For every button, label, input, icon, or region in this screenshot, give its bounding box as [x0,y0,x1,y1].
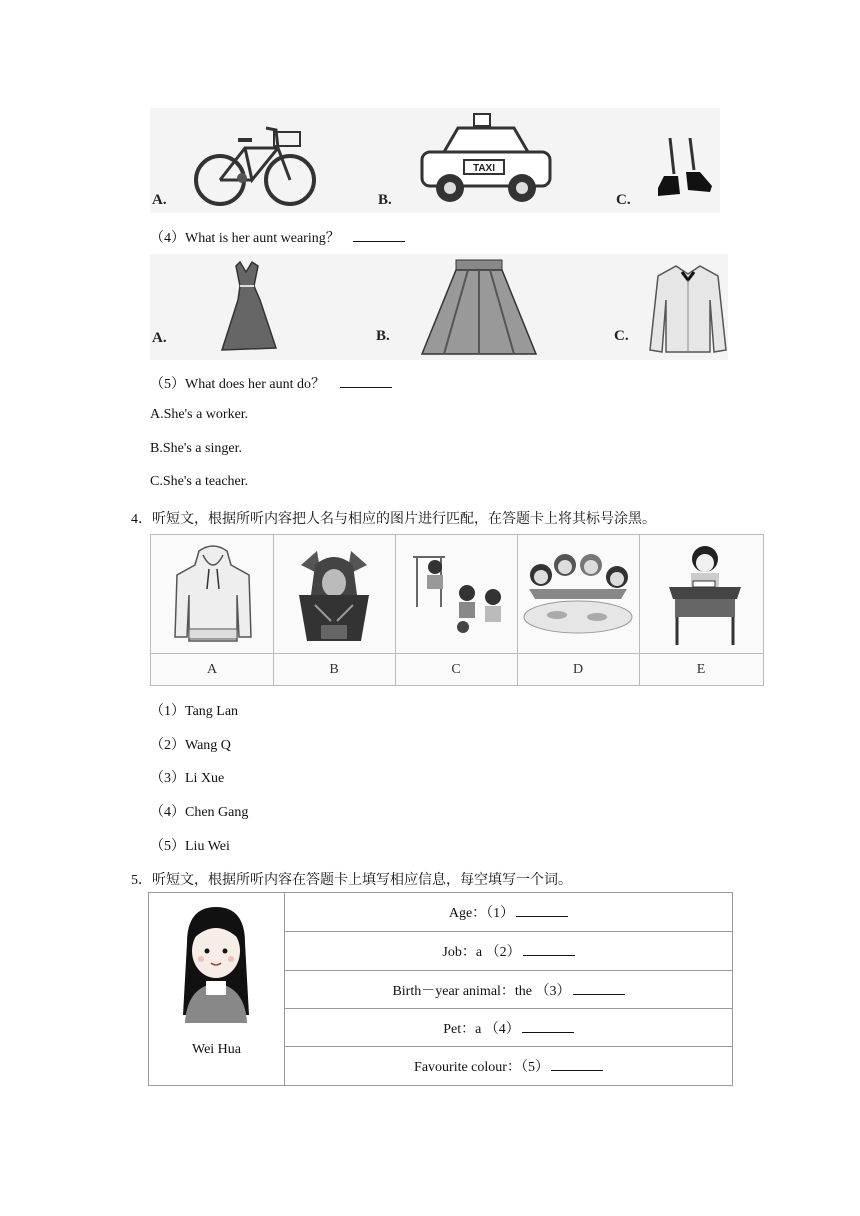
name-item-4: （4）Chen Gang [150,805,249,820]
picture-a[interactable] [151,535,274,685]
question-3-4 [150,227,405,247]
info-row-favourite-colour: Favourite colour：（5） [285,1047,733,1086]
question-text: （5）What does her aunt do？ [150,377,325,392]
info-row-pet: Pet：a （4） [285,1009,733,1047]
walking-feet-icon [650,138,720,208]
hoodie-icon [173,545,253,645]
name-item-2: （2）Wang Q [150,738,231,753]
bicycle-icon [190,122,320,208]
picture-label: D [517,653,639,686]
option-b-label: B. [376,328,390,344]
person-name: Wei Hua [191,1042,242,1057]
name-item-1: （1）Tang Lan [150,704,239,719]
transport-options-image [150,108,720,213]
option-b-label: B. [378,192,392,208]
matching-pictures-grid [150,534,764,686]
picture-d[interactable] [517,535,640,685]
answer-blank[interactable] [516,904,568,917]
section-4-instruction: 4．听短文，根据所听内容把人名与相应的图片进行匹配，在答题卡上将其标号涂黑。 [131,512,656,527]
taxi-icon [418,112,554,208]
question-text: （4）What is her aunt wearing？ [150,231,340,246]
option-a-label: A. [152,330,167,346]
answer-blank[interactable] [522,1020,574,1033]
picture-label: B [273,653,395,686]
picture-b[interactable] [273,535,396,685]
info-row-job: Job：a （2） [285,932,733,971]
answer-blank[interactable] [551,1058,603,1071]
answer-option-a[interactable]: A.She's a worker. [150,407,249,422]
option-a-label: A. [152,192,167,208]
name-item-5: （5）Liu Wei [150,839,230,854]
taxi-sign-text: TAXI [472,163,496,174]
girl-avatar-icon [173,903,259,1023]
section-5-instruction: 5．听短文，根据所听内容在答题卡上填写相应信息，每空填写一个词。 [131,873,572,888]
person-cell [149,893,285,1086]
answer-blank[interactable] [340,375,392,388]
option-c-label: C. [614,328,629,344]
info-row-birth-year-animal: Birth－year animal：the （3） [285,971,733,1009]
family-dinner-icon [521,545,635,645]
girl-at-desk-icon [665,541,745,649]
dress-icon [214,260,284,356]
info-table [148,892,733,1086]
answer-blank[interactable] [523,943,575,956]
picture-label: C [395,653,517,686]
answer-option-c[interactable]: C.She's a teacher. [150,474,249,489]
blouse-icon [648,260,728,356]
answer-blank[interactable] [353,229,405,242]
clothing-options-image [150,254,728,360]
answer-option-b[interactable]: B.She's a singer. [150,441,242,456]
info-row-age: Age：（1） [285,893,733,932]
skirt-icon [418,258,540,358]
option-c-label: C. [616,192,631,208]
answer-blank[interactable] [573,982,625,995]
children-playing-icon [405,547,509,643]
name-item-3: （3）Li Xue [150,771,225,786]
picture-c[interactable] [395,535,518,685]
opera-performer-icon [291,545,377,645]
picture-label: A [151,653,273,686]
picture-label: E [639,653,763,686]
picture-e[interactable] [639,535,763,685]
question-3-5 [150,373,392,393]
